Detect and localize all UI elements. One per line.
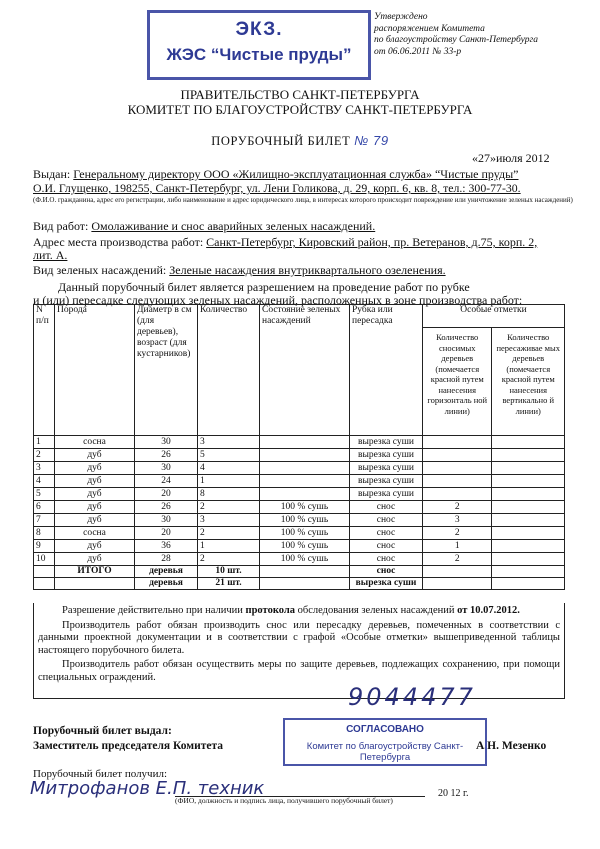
row-special-a (423, 436, 492, 449)
approved-block (374, 12, 594, 58)
address-label: Адрес места производства работ: (33, 235, 204, 249)
total-num (34, 566, 55, 578)
header-num: N п/п (34, 305, 55, 436)
table-row (34, 436, 565, 449)
signature-year: 20 12 г. (438, 788, 469, 799)
row-special-a (423, 462, 492, 475)
header-species: Порода (55, 305, 135, 436)
table-row (34, 514, 565, 527)
row-diameter: 30 (135, 436, 198, 449)
row-species: дуб (55, 540, 135, 553)
row-num: 1 (34, 436, 55, 449)
total-label: ИТОГО (55, 566, 135, 578)
trees-table (33, 304, 565, 590)
note-obligation-1: Производитель работ обязан производить снос или пересадку деревьев, помеченных в соответствии с данными проектной документации и в соответствии с графой «Особые отметки» вышеприведенной таблицы настоящего порубочного билета. (38, 619, 560, 656)
row-state (260, 475, 350, 488)
ticket-number: № 79 (354, 133, 389, 148)
approved-line: Утверждено (374, 12, 428, 22)
receiver-handwriting: Митрофанов Е.П. техник (30, 778, 265, 799)
row-special-b (492, 553, 565, 566)
header-diameter: Диаметр в см (для деревьев), возраст (для кустарников) (135, 305, 198, 436)
total-q1: 10 шт. (198, 566, 260, 578)
row-special-a: 1 (423, 540, 492, 553)
total2-num (34, 578, 55, 590)
row-state: 100 % сушь (260, 527, 350, 540)
intro-line2: и (или) пересадке следующих зеленых насаждений, расположенных в зоне производства работ: (33, 293, 523, 307)
row-special-a: 2 (423, 527, 492, 540)
deputy-position: Заместитель председателя Комитета (33, 740, 224, 752)
issued-value: Генеральному директору ООО «Жилищно-эксплуатационная служба» “Чистые пруды” (73, 167, 519, 181)
row-count: 8 (198, 488, 260, 501)
note-validity (34, 603, 564, 618)
row-diameter: 36 (135, 540, 198, 553)
total-d2: деревья (135, 578, 198, 590)
greens-line (33, 263, 446, 278)
approval-stamp (283, 718, 487, 766)
address-line (33, 235, 573, 250)
row-num: 6 (34, 501, 55, 514)
row-special-b (492, 449, 565, 462)
total-state (260, 566, 350, 578)
row-special-b (492, 488, 565, 501)
row-species: дуб (55, 449, 135, 462)
row-state (260, 449, 350, 462)
table-row (34, 462, 565, 475)
row-special-b (492, 514, 565, 527)
header-special: Особые отметки (423, 305, 565, 328)
greens-label: Вид зеленых насаждений: (33, 263, 167, 277)
row-cut: вырезка суши (350, 462, 423, 475)
row-special-a (423, 488, 492, 501)
greens-value: Зеленые насаждения внутриквартального озеленения. (169, 263, 446, 277)
row-species: дуб (55, 462, 135, 475)
table-row (34, 527, 565, 540)
government-title: ПРАВИТЕЛЬСТВО САНКТ-ПЕТЕРБУРГА (180, 87, 420, 102)
row-diameter: 26 (135, 449, 198, 462)
total-b (492, 566, 565, 578)
work-line (33, 219, 375, 234)
row-diameter: 30 (135, 462, 198, 475)
row-state: 100 % сушь (260, 540, 350, 553)
total2-b (492, 578, 565, 590)
row-special-a (423, 449, 492, 462)
row-cut: вырезка суши (350, 436, 423, 449)
header-count: Количество (198, 305, 260, 436)
receiver-note: (ФИО, должность и подпись лица, получившего порубочный билет) (175, 796, 393, 805)
received-label: Порубочный билет получил: (33, 768, 168, 780)
note-obligation-2: Производитель работ обязан осуществить меры по защите деревьев, подлежащих сохранению, при помощи специальных ограждений. (38, 659, 560, 683)
row-num: 3 (34, 462, 55, 475)
row-num: 10 (34, 553, 55, 566)
row-num: 5 (34, 488, 55, 501)
row-species: дуб (55, 514, 135, 527)
row-count: 3 (198, 514, 260, 527)
row-cut: снос (350, 553, 423, 566)
row-species: сосна (55, 527, 135, 540)
row-count: 4 (198, 462, 260, 475)
row-num: 2 (34, 449, 55, 462)
approved-line: распоряжением Комитета (374, 23, 485, 34)
issued-label: Выдан: (33, 167, 71, 181)
note-validity-d: от 10.07.2012. (457, 605, 520, 616)
header-special-a: Количество сносимых деревьев (помечается красной путем нанесения горизонталь ной линии) (423, 328, 492, 436)
row-diameter: 20 (135, 527, 198, 540)
note-validity-b: протокола (245, 605, 295, 616)
row-count: 2 (198, 553, 260, 566)
row-special-a: 2 (423, 501, 492, 514)
total2-state (260, 578, 350, 590)
total-cut1: снос (350, 566, 423, 578)
row-special-a: 3 (423, 514, 492, 527)
document-title (0, 133, 600, 149)
row-state (260, 488, 350, 501)
table-row (34, 540, 565, 553)
stamp-line2: ЖЭС “Чистые пруды” (166, 45, 352, 64)
header-special-b: Количество пересаживае мых деревьев (помечается красной путем нанесения вертикально й линии) (492, 328, 565, 436)
table-row (34, 449, 565, 462)
table-row (34, 488, 565, 501)
approval-stamp-title: СОГЛАСОВАНО (346, 724, 424, 735)
row-diameter: 30 (135, 514, 198, 527)
row-count: 1 (198, 475, 260, 488)
row-cut: вырезка суши (350, 475, 423, 488)
total-d1: деревья (135, 566, 198, 578)
total2-label (55, 578, 135, 590)
total-a (423, 566, 492, 578)
approved-line: от 06.06.2011 № 33-р (374, 46, 462, 57)
row-species: дуб (55, 553, 135, 566)
table-row (34, 475, 565, 488)
row-diameter: 24 (135, 475, 198, 488)
row-state (260, 462, 350, 475)
row-state: 100 % сушь (260, 501, 350, 514)
row-num: 7 (34, 514, 55, 527)
document-date: «27»июля 2012 (472, 151, 550, 165)
row-state (260, 436, 350, 449)
handwritten-number: 9044477 (348, 683, 476, 711)
address-value: Санкт-Петербург, Кировский район, пр. Ветеранов, д.75, корп. 2, (206, 235, 538, 249)
row-cut: снос (350, 540, 423, 553)
row-cut: вырезка суши (350, 488, 423, 501)
row-special-b (492, 436, 565, 449)
row-diameter: 20 (135, 488, 198, 501)
row-count: 5 (198, 449, 260, 462)
row-state: 100 % сушь (260, 514, 350, 527)
issued-line2: О.И. Глущенко, 198255, Санкт-Петербург, ул. Лени Голикова, д. 29, корп. 6, кв. 8, тел.: 300-77-30. (33, 181, 521, 195)
row-special-b (492, 501, 565, 514)
table-row (34, 553, 565, 566)
row-species: дуб (55, 501, 135, 514)
title-text: ПОРУБОЧНЫЙ БИЛЕТ (211, 134, 351, 148)
row-count: 1 (198, 540, 260, 553)
stamp-line1: ЭКЗ. (235, 19, 283, 40)
table-row (34, 501, 565, 514)
total2-a (423, 578, 492, 590)
work-label: Вид работ: (33, 219, 89, 233)
issued-line1 (33, 167, 573, 182)
approval-stamp-org: Комитет по благоустройству Санкт-Петербурга (306, 741, 464, 763)
row-num: 8 (34, 527, 55, 540)
row-num: 9 (34, 540, 55, 553)
row-special-b (492, 475, 565, 488)
row-special-b (492, 462, 565, 475)
exemplar-stamp (147, 10, 371, 80)
approved-line: по благоустройству Санкт-Петербурга (374, 35, 538, 45)
header-cut: Рубка или пересадка (350, 305, 423, 436)
address-line2: лит. А. (33, 248, 68, 262)
row-species: дуб (55, 475, 135, 488)
signer-name: А.Н. Мезенко (476, 740, 547, 752)
total-cut2: вырезка суши (350, 578, 423, 590)
row-special-a: 2 (423, 553, 492, 566)
row-diameter: 26 (135, 501, 198, 514)
row-cut: снос (350, 501, 423, 514)
header-state: Состояние зеленых насаждений (260, 305, 350, 436)
committee-title: КОМИТЕТ ПО БЛАГОУСТРОЙСТВУ САНКТ-ПЕТЕРБУРГА (127, 102, 473, 117)
total-q2: 21 шт. (198, 578, 260, 590)
row-count: 2 (198, 501, 260, 514)
row-special-b (492, 527, 565, 540)
row-count: 3 (198, 436, 260, 449)
notes-box (33, 603, 565, 699)
row-cut: снос (350, 527, 423, 540)
row-num: 4 (34, 475, 55, 488)
row-special-a (423, 475, 492, 488)
row-special-b (492, 540, 565, 553)
row-species: дуб (55, 488, 135, 501)
row-cut: вырезка суши (350, 449, 423, 462)
intro-line1: Данный порубочный билет является разрешением на проведение работ по рубке (58, 280, 470, 294)
issued-note: (Ф.И.О. гражданина, адрес его регистрации, либо наименование и адрес юридического лица, в интересах которого происходит повреждение или уничтожение зеленых насаждений) (33, 196, 573, 204)
note-validity-c: обследования зеленых насаждений (297, 605, 455, 616)
row-species: сосна (55, 436, 135, 449)
row-cut: снос (350, 514, 423, 527)
note-validity-a: Разрешение действительно при наличии (62, 605, 243, 616)
row-diameter: 28 (135, 553, 198, 566)
row-count: 2 (198, 527, 260, 540)
row-state: 100 % сушь (260, 553, 350, 566)
work-value: Омолаживание и снос аварийных зеленых насаждений. (91, 219, 376, 233)
issued-by-label: Порубочный билет выдал: (33, 725, 172, 737)
